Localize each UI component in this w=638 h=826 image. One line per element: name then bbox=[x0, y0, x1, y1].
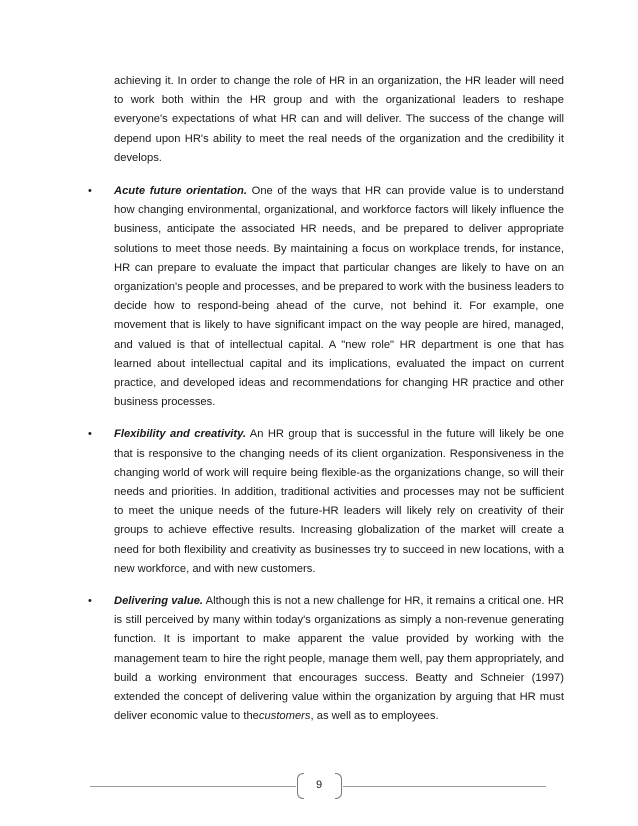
list-item-delivering-value bbox=[88, 592, 564, 726]
list-item-tail: , as well as to employees. bbox=[310, 710, 439, 723]
list-item-emphasis: customers bbox=[258, 710, 311, 723]
right-bracket-icon bbox=[335, 773, 342, 799]
list-item-text: Although this is not a new challenge for HR, it remains a critical one. HR is still perceived by many within today's organizations as simply a non-revenue generating function. It is important to make apparent the value provided by working with the management team to hire the right people, manage them well, pay them appropriately, and build a working environment that encourages success. Beatty and Schneier (1997) extended the concept of delivering value within the organization by arguing that HR must deliver economic value to the bbox=[114, 595, 564, 723]
bullet-icon: • bbox=[88, 185, 92, 198]
bullet-icon: • bbox=[88, 595, 92, 608]
page-footer bbox=[0, 770, 638, 800]
page-number: 9 bbox=[315, 779, 323, 791]
bullet-icon: • bbox=[88, 428, 92, 441]
footer-rule-left bbox=[90, 786, 296, 787]
list-item-term: Delivering value. bbox=[114, 595, 204, 608]
list-item-text: An HR group that is successful in the future will likely be one that is responsive to the changing needs of its client organization. Responsiveness in the changing world of work will require being flexible-as the organizations change, so will their needs and priorities. In addition, traditional activities and processes may not be sufficient to meet the unique needs of the future-HR leaders will likely rely on creativity of their groups to achieve effective results. Increasing globalization of the market will create a need for both flexibility and creativity as businesses try to succeed in new locations, with a new workforce, and with new customers. bbox=[114, 428, 564, 575]
left-bracket-icon bbox=[297, 773, 304, 799]
list-item-text: One of the ways that HR can provide value is to understand how changing environmental, organizational, and workforce factors will likely influence the business, anticipate the associated HR needs, and be prepared to deliver appropriate solutions to meet those needs. By maintaining a focus on workplace trends, for instance, HR can prepare to evaluate the impact that particular changes are likely to have on an organization's people and processes, and be prepared to work with the business leaders to decide how to respond-being ahead of the curve, not behind it. For example, one movement that is likely to have significant impact on the way people are hired, managed, and valued is that of intellectual capital. A "new role" HR department is one that has learned about intellectual capital and its implications, evaluated the impact on current practice, and developed ideas and recommendations for changing HR practice and other business processes. bbox=[114, 185, 564, 409]
list-item-acute-future-orientation bbox=[88, 182, 564, 412]
continuation-paragraph: achieving it. In order to change the role of HR in an organization, the HR leader will need to work both within the HR group and with the organizational leaders to reshape everyone's expectations of what HR can and will deliver. The success of the change will depend upon HR's ability to meet the real needs of the organization and the credibility it develops. bbox=[114, 75, 564, 164]
list-item-flexibility-and-creativity bbox=[88, 425, 564, 579]
list-item-term: Flexibility and creativity. bbox=[114, 428, 247, 441]
list-item-term: Acute future orientation. bbox=[114, 185, 247, 198]
footer-rule-right bbox=[343, 786, 546, 787]
body-text bbox=[88, 72, 564, 740]
